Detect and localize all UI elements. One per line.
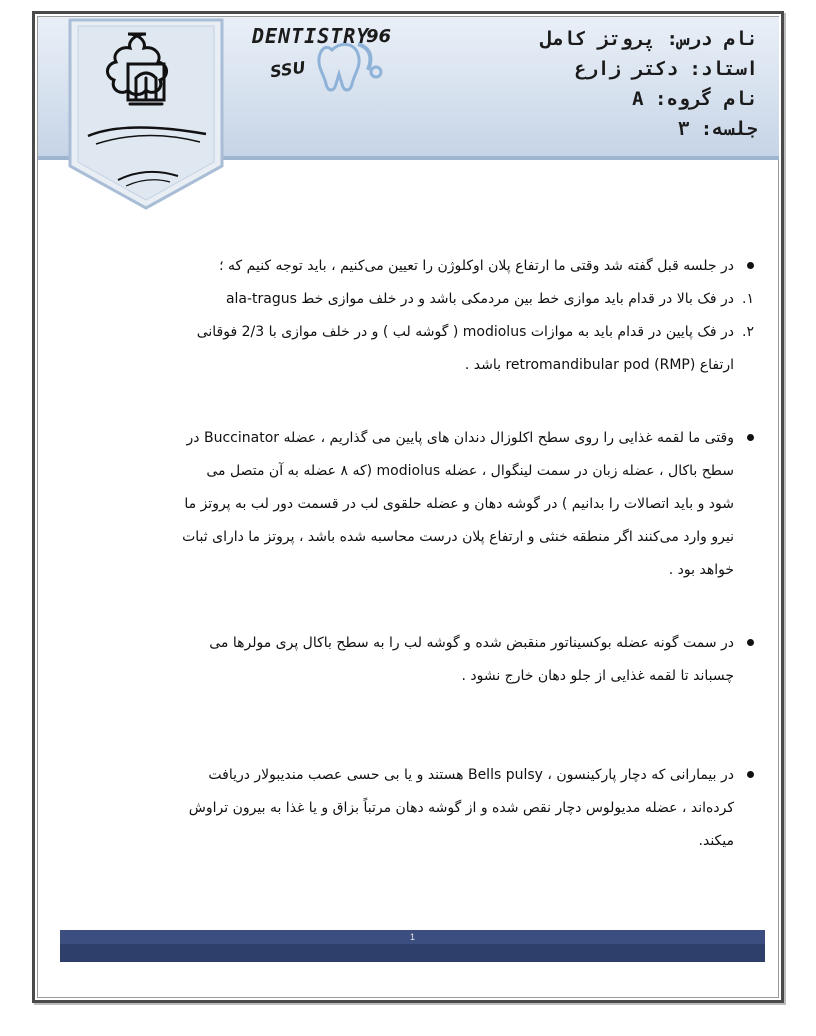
bullet-icon xyxy=(747,434,754,441)
course-name: نام درس: پروتز کامل xyxy=(540,28,758,50)
p3-line: چسباند تا لقمه غذایی از جلو دهان خارج نشود . xyxy=(461,668,734,684)
item-text: در فک بالا در قدام باید موازی خط بین مردمکی باشد و در خلف موازی خط ala-tragus xyxy=(225,291,734,307)
bullet-paragraph-3 xyxy=(104,627,754,693)
item-text: در فک پایین در قدام باید به موازات modiolus ( گوشه لب ) و در خلف موازی با 2/3 فوقانی xyxy=(196,324,734,340)
university-logo-banner xyxy=(66,16,226,211)
footer-bar xyxy=(60,930,765,962)
item-text-continued: ارتفاع retromandibular pod (RMP) باشد . xyxy=(464,357,734,373)
group-name: نام گروه: A xyxy=(632,88,758,110)
bullet-paragraph-1 xyxy=(104,250,754,283)
p2-line: شود و باید اتصالات را بدانیم ) در گوشه دهان و عضله حلقوی لب در قسمت دور لب به پروتز ما xyxy=(184,496,734,512)
p2-line: وقتی ما لقمه غذایی را روی سطح اکلوزال دندان های پایین می گذاریم ، عضله Buccinator در xyxy=(186,430,734,446)
watermark-org: SSU xyxy=(268,57,307,82)
watermark-year: 96 xyxy=(366,26,392,47)
item-number: ۲. xyxy=(742,324,754,340)
watermark-title: DENTISTRY xyxy=(252,24,370,48)
p1-intro: در جلسه قبل گفته شد وقتی ما ارتفاع پلان اوکلوژن را تعیین می‌کنیم ، باید توجه کنیم که ؛ xyxy=(219,258,734,274)
page-number: 1 xyxy=(409,932,415,942)
p2-line: خواهد بود . xyxy=(668,562,734,578)
numbered-item-2 xyxy=(104,316,754,382)
bullet-icon xyxy=(747,771,754,778)
lecture-body xyxy=(104,250,754,858)
p4-line: میکند. xyxy=(698,833,734,849)
bullet-icon xyxy=(747,639,754,646)
p4-line: کرده‌اند ، عضله مدیولوس دچار نقص شده و از گوشه دهان مرتباً بزاق و یا غذا به بیرون تراوش xyxy=(188,800,734,816)
session-number: جلسه: ۳ xyxy=(677,118,758,140)
p3-line: در سمت گونه عضله بوکسیناتور منقبض شده و گوشه لب را به سطح باکال پری مولرها می xyxy=(209,635,734,651)
bullet-paragraph-4 xyxy=(104,759,754,858)
course-info xyxy=(438,24,758,144)
instructor-name: استاد: دکتر زارع xyxy=(574,58,758,80)
bullet-icon xyxy=(747,262,754,269)
numbered-item-1 xyxy=(104,283,754,316)
bullet-paragraph-2 xyxy=(104,422,754,587)
item-number: ۱. xyxy=(742,291,754,307)
p4-line: در بیمارانی که دچار پارکینسون ، Bells pulsy هستند و یا بی حسی عصب مندیبولار دریافت xyxy=(208,767,734,783)
p2-line: نیرو وارد می‌کنند اگر منطقه خنثی و ارتفاع پلان درست محاسبه شده باشد ، پروتز ما دارای ثبات xyxy=(182,529,734,545)
p2-line: سطح باکال ، عضله زبان در سمت لینگوال ، عضله modiolus (که ۸ عضله به آن متصل می xyxy=(206,463,734,479)
